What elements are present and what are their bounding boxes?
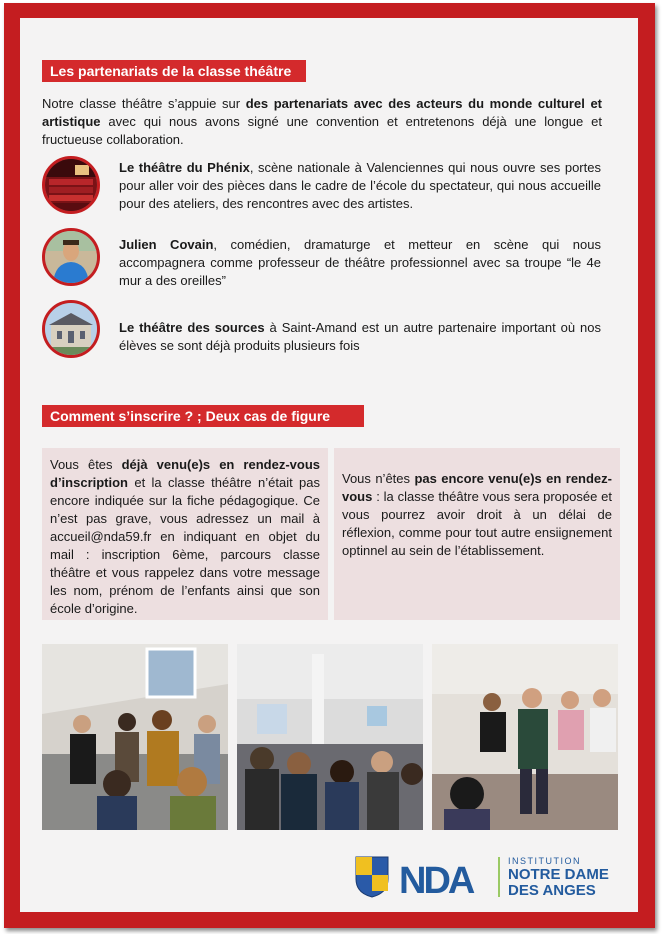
case1-text: Vous êtes: [50, 457, 122, 472]
partner-phenix-name: Le théâtre du Phénix: [119, 160, 250, 175]
intro-text: Notre classe théâtre s’appuie sur: [42, 96, 246, 111]
julien-covain-photo: [42, 228, 100, 286]
intro-text-end: avec qui nous avons signé une convention et entretenons déjà une longue et fructueuse collaboration.: [42, 114, 602, 147]
logo-name-line1: NOTRE DAME: [508, 866, 609, 883]
class-photo-3: [432, 644, 618, 830]
coat-of-arms-quarter: [356, 857, 372, 875]
partner-phenix: [119, 159, 601, 213]
partner-covain: [119, 236, 601, 290]
coat-of-arms-quarter: [372, 875, 388, 891]
logo-monogram: NDA: [399, 860, 473, 901]
institution-logo: [353, 853, 623, 901]
intro-bold: des partenariats avec des acteurs du monde culturel et artistique: [42, 96, 603, 129]
partner-sources: [119, 319, 601, 355]
case-already-registered: [42, 448, 328, 620]
partner-sources-name: Le théâtre des sources: [119, 320, 265, 335]
case-not-yet-registered: [334, 448, 620, 620]
case2-text: Vous n’êtes: [342, 471, 415, 486]
page-frame: [4, 3, 655, 928]
case1-text-end: et la classe théâtre n’était pas encore indiquée sur la fiche pédagogique. Ce n’est pas grave, vous adressez un mail à accueil@nda59.fr en indiquant en objet du mail : inscription 6ème, parcours classe théâtre et vous rappelez dans votre message les nom, prénom de l’enfants ainsi que son école d’origine.: [50, 475, 320, 616]
page-content: [20, 18, 638, 912]
case1-bold: déjà venu(e)s en rendez-vous d’inscription: [50, 457, 320, 490]
partner-phenix-desc: , scène nationale à Valenciennes qui nous ouvre ses portes pour aller voir des pièces dans le cadre de l’école du spectateur, qui nous accueille pour des ateliers, des rencontres avec des artistes.: [119, 160, 601, 211]
partner-sources-desc: à Saint-Amand est un autre partenaire important où nos élèves se sont déjà produits plusieurs fois: [119, 320, 601, 353]
class-photo-1: [42, 644, 228, 830]
logo-name-line2: DES ANGES: [508, 882, 596, 899]
intro-paragraph: [42, 95, 602, 149]
partner-covain-name: Julien Covain: [119, 237, 214, 252]
partner-covain-desc: , comédien, dramaturge et metteur en scène qui nous accompagnera comme professeur de théâtre professionnel avec sa troupe “le 4e mur a des oreilles”: [119, 237, 601, 288]
case2-text-end: : la classe théâtre vous sera proposée et vous pourrez avoir droit à un délai de réflexion, comme pour tout autre ensiignement optinnel au sein de l’établissement.: [342, 489, 612, 558]
sources-theatre-photo: [42, 300, 100, 358]
class-photo-2: [237, 644, 423, 830]
section-title-registration: Comment s’inscrire ? ; Deux cas de figure: [42, 405, 364, 427]
logo-mark: [353, 853, 503, 901]
phenix-theatre-photo: [42, 156, 100, 214]
logo-institution-label: INSTITUTION: [508, 856, 581, 866]
section-title-partnerships: Les partenariats de la classe théâtre: [42, 60, 306, 82]
case2-bold: pas encore venu(e)s en rendez-vous: [342, 471, 612, 504]
